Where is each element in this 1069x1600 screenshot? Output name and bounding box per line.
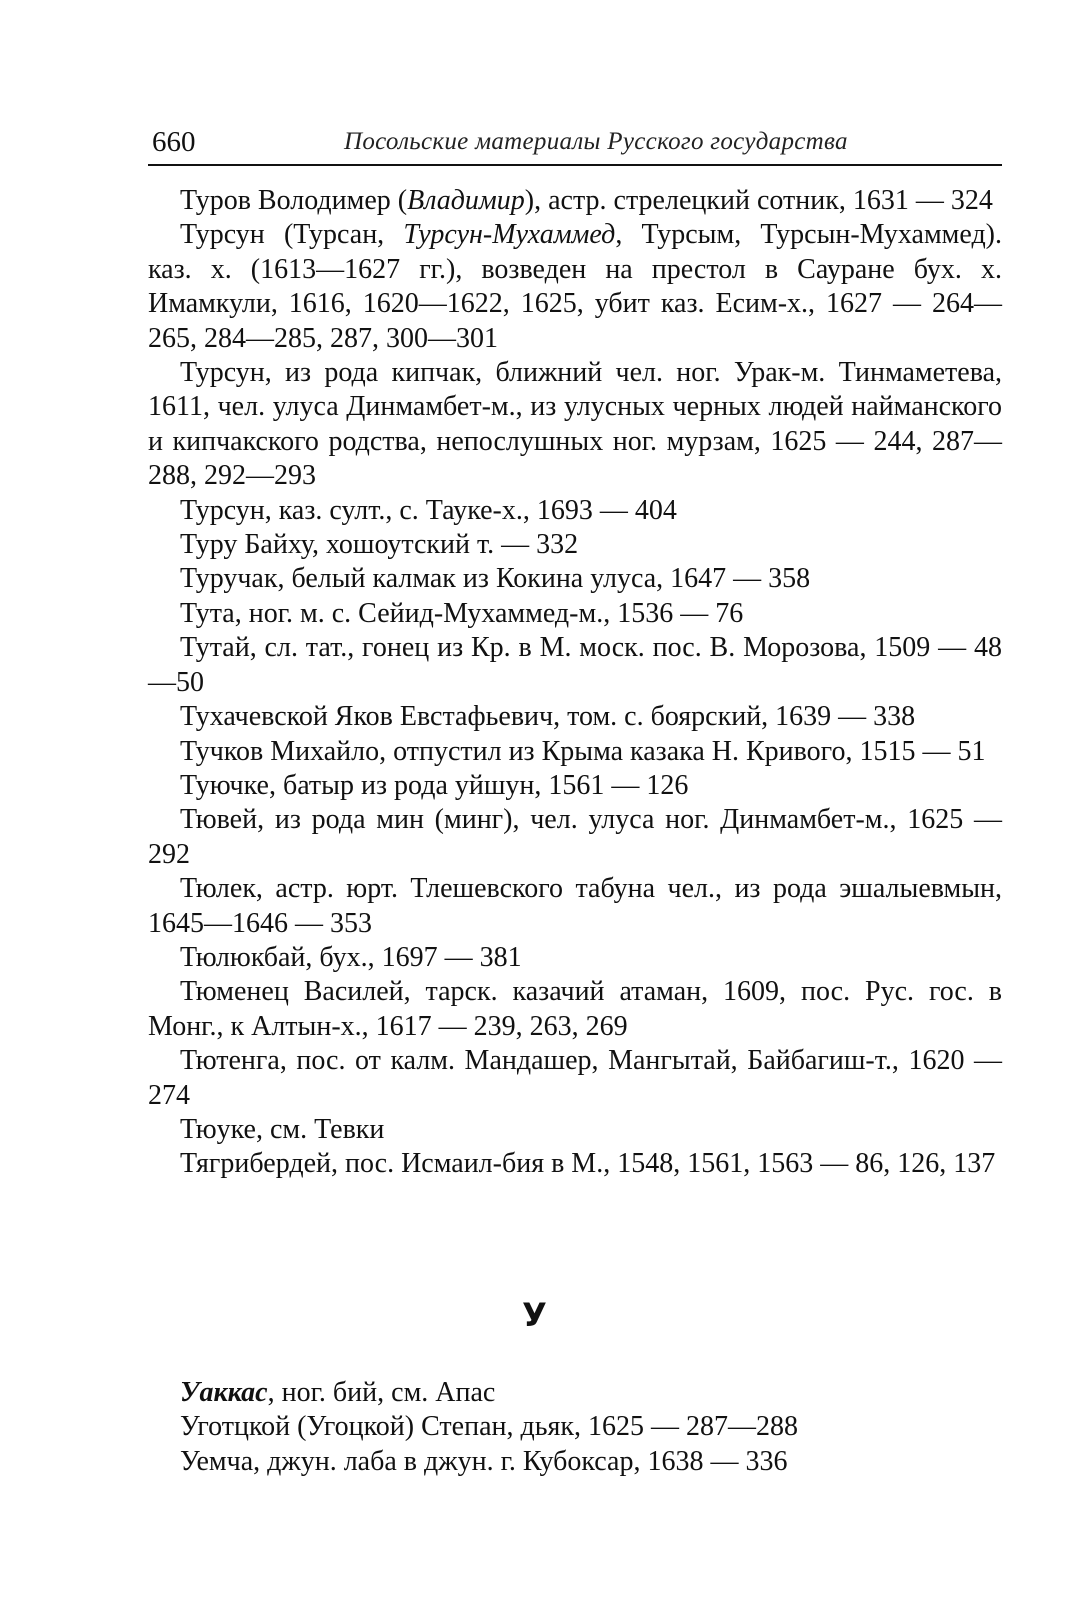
index-entry: Тучков Михайло, отпустил из Крыма казака Н. Кривого, 1515 — 51 [180, 735, 986, 767]
page-number: 660 [152, 126, 196, 158]
index-entry: Туючке, батыр из рода уйшун, 1561 — 126 [180, 769, 689, 801]
index-entry: Тюлек, астр. юрт. Тлешевского табуна чел., из рода эшалыевмын, 1645—1646 — 353 [148, 873, 1002, 939]
index-entry: Уемча, джун. лаба в джун. г. Кубоксар, 1638 — 336 [180, 1445, 788, 1477]
index-entry: Тягрибердей, пос. Исмаил-бия в М., 1548, 1561, 1563 — 86, 126, 137 [180, 1148, 996, 1180]
index-entry: Тюменец Василей, тарск. казачий атаман, 1609, пос. Рус. гос. в Монг., к Алтын-х., 1617 — 239, 263, 269 [148, 976, 1002, 1042]
index-entries-u [148, 1376, 1002, 1479]
index-entry: Тюуке, см. Тевки [180, 1113, 385, 1145]
index-entry: Туручак, белый калмак из Кокина улуса, 1647 — 358 [180, 563, 811, 595]
index-entries-t [148, 184, 1002, 1182]
index-entry: Тутай, сл. тат., гонец из Кр. в М. моск. пос. В. Морозова, 1509 — 48—50 [148, 632, 1002, 698]
index-entry: Туру Байху, хошоутский т. — 332 [180, 529, 579, 561]
index-entry: Турсун, из рода кипчак, ближний чел. ног. Урак-м. Тинмаметева, 1611, чел. улуса Динмамбет-м., из улусных черных людей найманского и кипчакского родства, непослушных ног. мурзам, 1625 — 244, 287—288, 292—293 [148, 357, 1002, 492]
index-entry: Тута, ног. м. с. Сейид-Мухаммед-м., 1536 — 76 [180, 597, 744, 629]
page-header [148, 124, 1002, 166]
index-entry: Тухачевской Яков Евстафьевич, том. с. боярский, 1639 — 338 [180, 701, 916, 733]
index-entry: Туров Володимер (Владимир), астр. стрелецкий сотник, 1631 — 324 [180, 185, 993, 216]
index-entry: Турсун (Турсан, Турсун-Мухаммед, Турсым, Турсын-Мухаммед). каз. х. (1613—1627 гг.), возведен на престол в Сауране бух. х. Имамкули, 1616, 1620—1622, 1625, убит каз. Есим-х., 1627 — 264—265, 284—285, 287, 300—301 [148, 219, 1003, 354]
index-entry: Турсун, каз. султ., с. Тауке-х., 1693 — 404 [180, 494, 677, 526]
index-entry: Уготцкой (Угоцкой) Степан, дьяк, 1625 — 287—288 [180, 1411, 798, 1443]
section-letter: У [522, 1296, 547, 1334]
index-entry: Тювей, из рода мин (минг), чел. улуса ног. Динмамбет-м., 1625 — 292 [148, 804, 1002, 870]
index-entry: Тютенга, пос. от калм. Мандашер, Мангытай, Байбагиш-т., 1620 — 274 [148, 1045, 1002, 1111]
index-entry: Уаккас, ног. бий, см. Апас [180, 1377, 496, 1408]
running-title: Посольские материалы Русского государства [344, 128, 848, 155]
index-entry: Тюлюкбай, бух., 1697 — 381 [180, 941, 522, 973]
